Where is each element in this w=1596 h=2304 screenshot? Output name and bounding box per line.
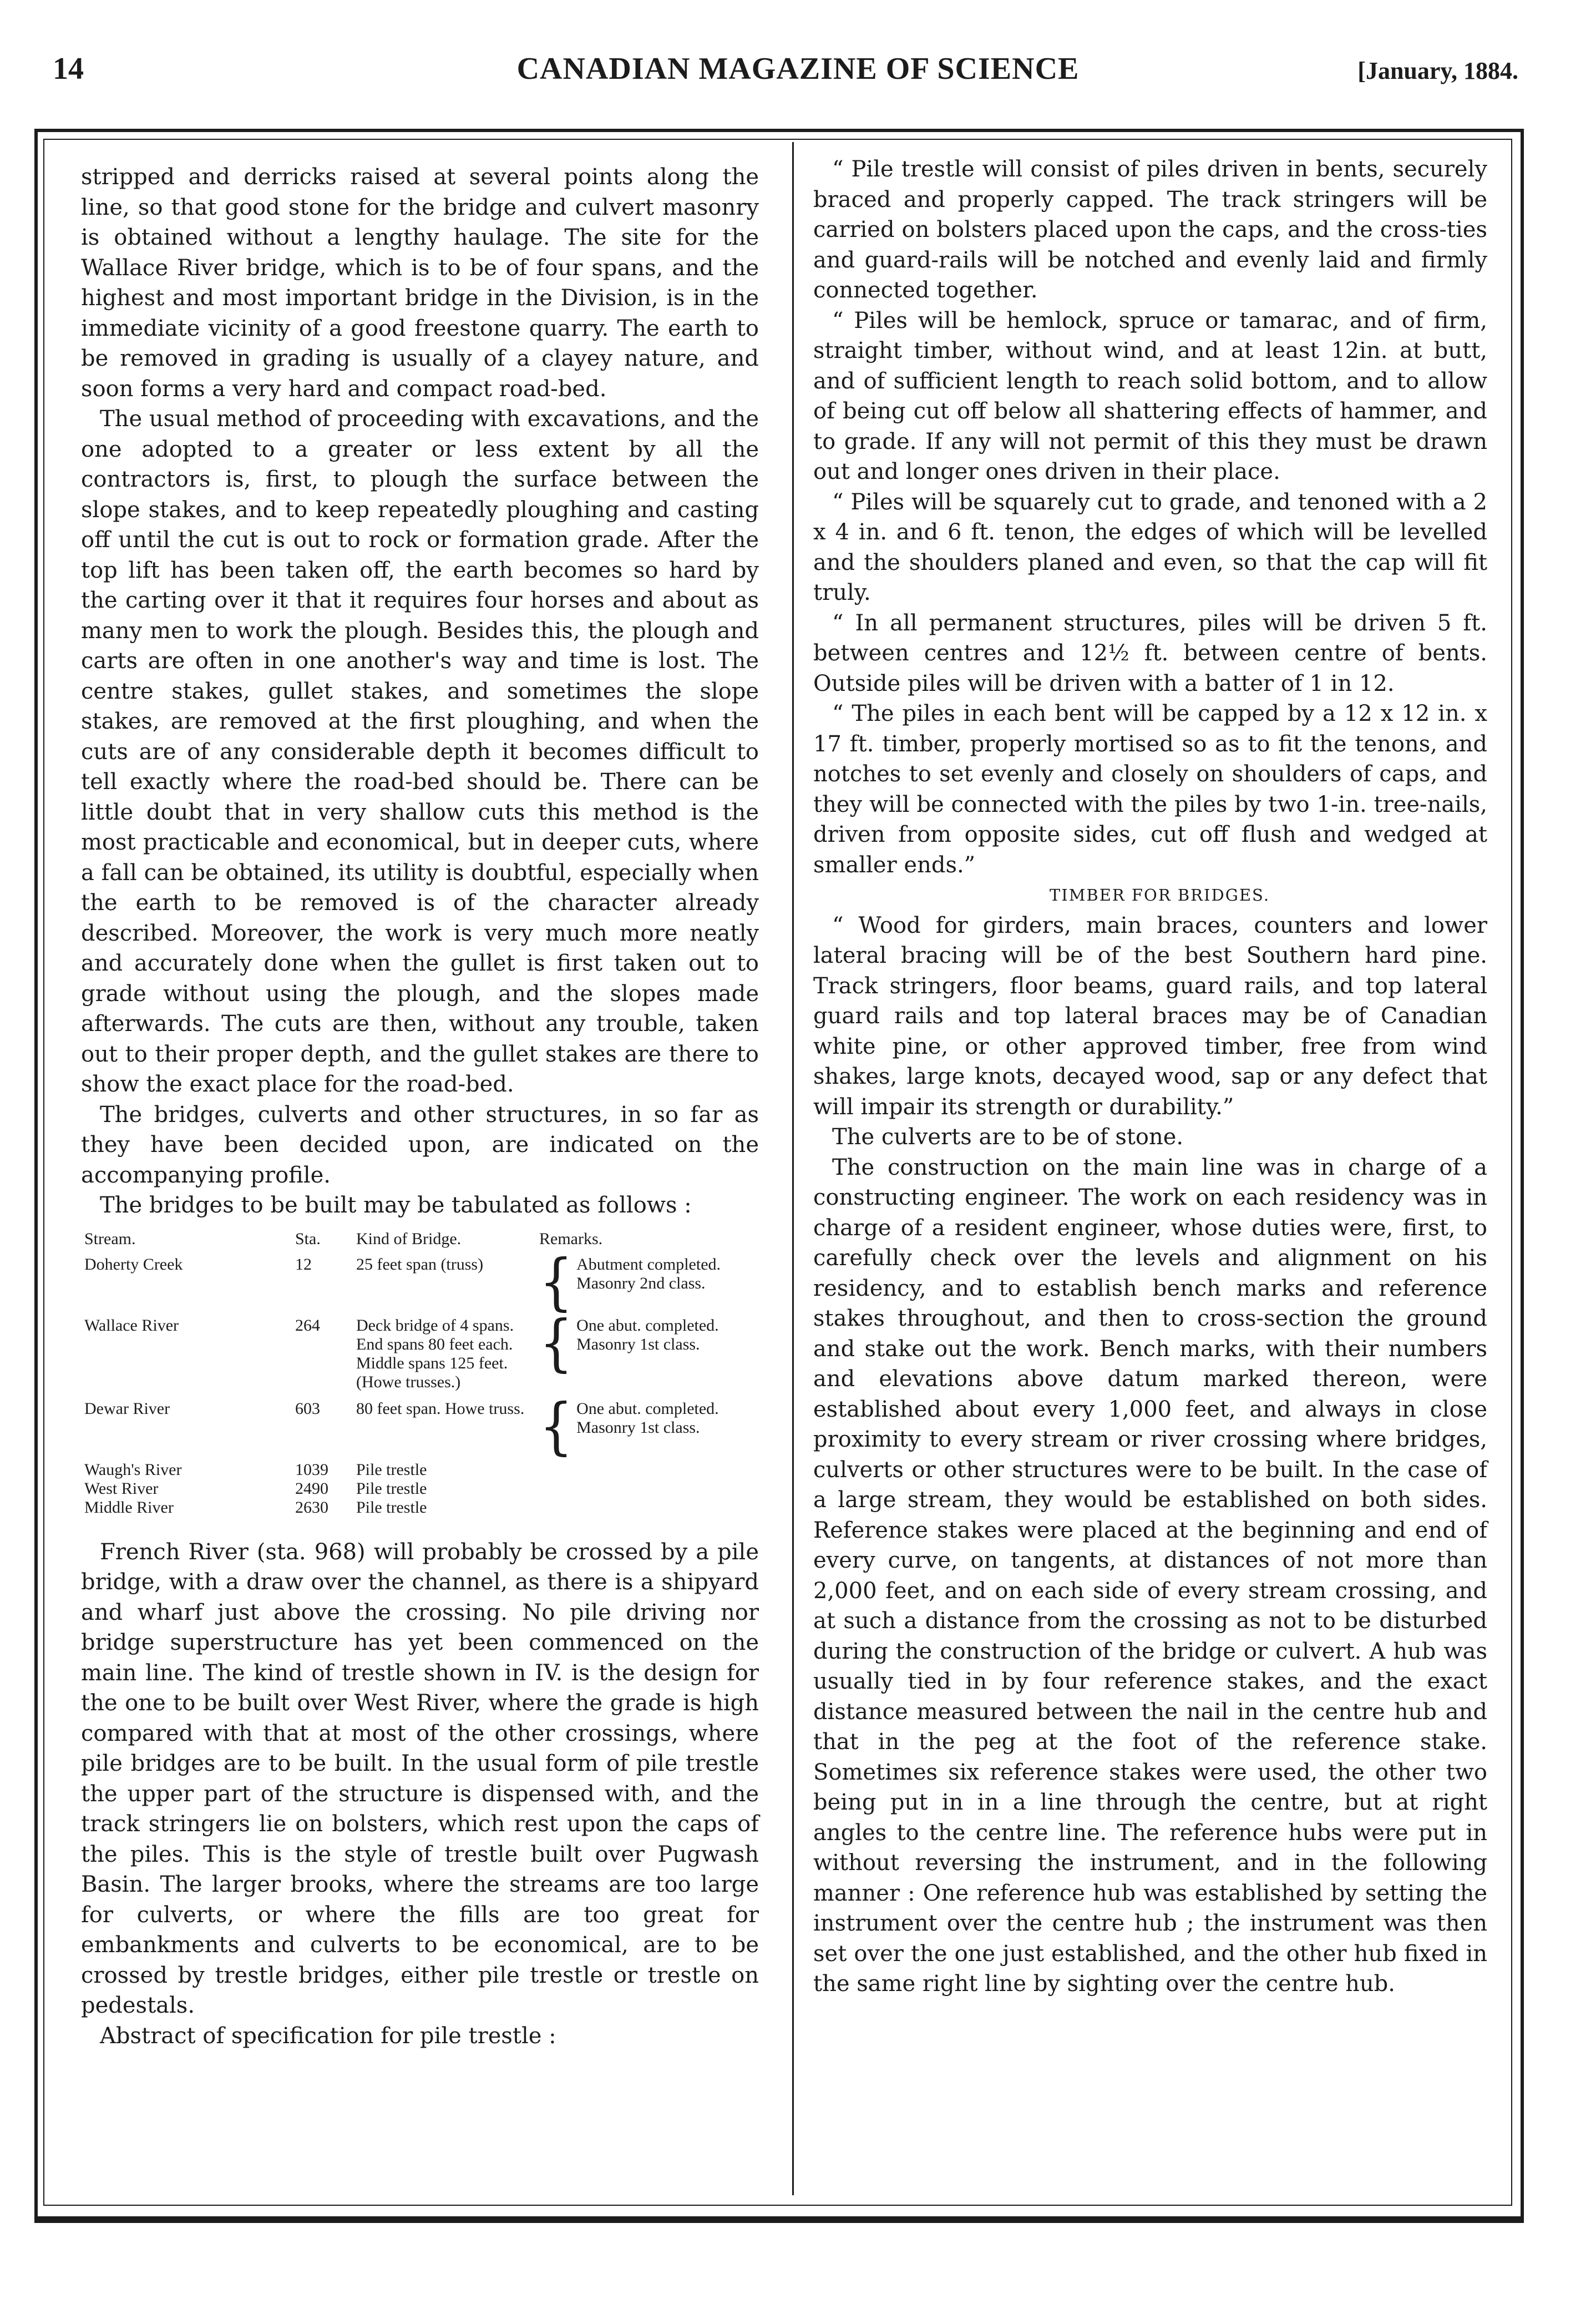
paragraph: stripped and derricks raised at several points along the line, so that good stone for the bridge and culvert masonry is obtained without a lengthy haulage. The site for the Wallace River bridge, which is to be of four spans, and the highest and most important bridge in the Division, is in the immediate vicinity of a good freestone quarry. The earth to be removed in grading is usually of a clayey nature, and soon forms a very hard and compact road-bed. <box>81 164 759 402</box>
cell-remarks <box>539 1307 759 1399</box>
paragraph: “ Wood for girders, main braces, counters and lower lateral bracing will be of the best Southern hard pine. Track stringers, floor beams, guard rails, and top lateral guard rails and top lateral braces may be of Canadian white pine, or other approved timber, free from wind shakes, large knots, decayed wood, sap or any defect that will impair its strength or durability.” <box>813 912 1487 1120</box>
cell-sta: 264 <box>295 1316 320 1335</box>
table-row <box>81 1479 759 1498</box>
left-column <box>81 162 759 2051</box>
cell-kind: 80 feet span. Howe truss. <box>356 1399 525 1418</box>
magazine-title: CANADIAN MAGAZINE OF SCIENCE <box>516 52 1080 86</box>
paragraph: The construction on the main line was in charge of a constructing engineer. The work on each residency was in charge of a resident engineer, whose duties were, first, to carefully check over the levels and alignment on his residency, and to establish bench marks and reference stakes throughout, and then to cross-section the ground and stake out the work. Bench marks, with their numbers and elevations above datum marked thereon, were established about every 1,000 feet, and always in close proximity to every stream or river crossing where bridges, culverts or other structures were to be built. In the case of a large stream, they would be established on both sides. Reference stakes were placed at the beginning and end of every curve, on tangents, at distances of not more than 2,000 feet, and on each side of every stream crossing, and at such a distance from the crossing as not to be disturbed during the construction of the bridge or culvert. A hub was usually tied in by four reference stakes, and the exact distance measured between the nail in the centre hub and that in the peg at the foot of the reference stake. Sometimes six reference stakes were used, the other two being put in in a line through the centre, but at right angles to the centre line. The reference hubs were put in without reversing the instrument, and in the following manner : One reference hub was established by setting the instrument over the centre hub ; the instrument was then set over the one just established, and the other hub fixed in the same right line by sighting over the centre hub. <box>813 1154 1487 1997</box>
cell-stream: Doherty Creek <box>84 1255 183 1274</box>
issue-date: [January, 1884. <box>1357 57 1518 84</box>
remarks-text: One abut. completed. Masonry 1st class. <box>576 1399 719 1437</box>
cell-kind: Pile trestle <box>356 1479 427 1498</box>
cell-stream: Dewar River <box>84 1399 170 1418</box>
brace-glyph: { <box>539 1390 574 1462</box>
table-row <box>81 1255 759 1316</box>
cell-remarks <box>539 1479 759 1498</box>
remarks-text: One abut. completed. Masonry 1st class. <box>576 1316 719 1353</box>
col-header-kind: Kind of Bridge. <box>356 1229 462 1248</box>
table-header-row <box>81 1230 759 1255</box>
right-column <box>813 154 1487 1999</box>
bridges-table <box>81 1230 759 1525</box>
paragraph: Abstract of specification for pile trestle : <box>100 2023 556 2049</box>
cell-sta: 603 <box>295 1399 320 1418</box>
cell-sta: 2490 <box>295 1479 328 1498</box>
cell-sta: 2630 <box>295 1498 328 1517</box>
cell-stream: Wallace River <box>84 1316 179 1335</box>
bottom-rule <box>34 2216 1524 2223</box>
col-header-stream: Stream. <box>84 1229 136 1248</box>
cell-remarks <box>539 1498 759 1525</box>
col-header-remarks: Remarks. <box>539 1229 603 1248</box>
paragraph: The usual method of proceeding with excavations, and the one adopted to a greater or less extent by all the contractors is, first, to plough the surface between the slope stakes, and to keep repeatedly ploughing and casting off until the cut is out to rock or formation grade. After the top lift has been taken off, the earth becomes so hard by the carting over it that it requires four horses and about as many men to work the plough. Besides this, the plough and carts are often in one another's way and time is lost. The centre stakes, gullet stakes, and sometimes the slope stakes, are removed at the first ploughing, and when the cuts are of any considerable depth it becomes difficult to tell exactly where the road-bed should be. There can be little doubt that in very shallow cuts this method is the most practicable and economical, but in deeper cuts, where a fall can be obtained, its utility is doubtful, especially when the earth to be removed is of the character already described. Moreover, the work is very much more neatly and accurately done when the gullet is first taken out to grade without using the plough, and the slopes made afterwards. The cuts are then, without any trouble, taken out to their proper depth, and the gullet stakes are there to show the exact place for the road-bed. <box>81 406 759 1097</box>
cell-kind: Pile trestle <box>356 1498 427 1517</box>
cell-stream: Waugh's River <box>84 1460 182 1479</box>
paragraph: “ The piles in each bent will be capped by a 12 x 12 in. x 17 ft. timber, properly mortised so as to fit the tenons, and notches to set evenly and closely on shoulders of caps, and they will be connected with the piles by two 1-in. tree-nails, driven from opposite sides, cut off flush and wedged at smaller ends.” <box>813 701 1487 878</box>
cell-kind: Deck bridge of 4 spans. End spans 80 feet each. Middle spans 125 feet. (Howe trusses.) <box>356 1316 514 1391</box>
remarks-text: Abutment completed. Masonry 2nd class. <box>576 1255 721 1292</box>
table-row <box>81 1461 759 1479</box>
cell-sta: 1039 <box>295 1460 328 1479</box>
cell-remarks <box>539 1390 759 1462</box>
col-header-sta: Sta. <box>295 1229 321 1248</box>
section-subheading: TIMBER FOR BRIDGES. <box>1049 886 1270 905</box>
table-row <box>81 1316 759 1399</box>
cell-sta: 12 <box>295 1255 312 1274</box>
paragraph: “ Piles will be squarely cut to grade, and tenoned with a 2 x 4 in. and 6 ft. tenon, the edges of which will be levelled and the shoulders planed and even, so that the cap will fit truly. <box>813 489 1487 605</box>
paragraph: “ Piles will be hemlock, spruce or tamarac, and of firm, straight timber, without wind, and at least 12in. at butt, and of sufficient length to reach solid bottom, and to allow of being cut off below all shattering effects of hammer, and to grade. If any will not permit of this they must be drawn out and longer ones driven in their place. <box>813 307 1487 484</box>
brace-glyph: { <box>539 1246 574 1317</box>
cell-kind: Pile trestle <box>356 1460 427 1479</box>
cell-kind: 25 feet span (truss) <box>356 1255 484 1274</box>
column-divider <box>792 142 794 2195</box>
table-row <box>81 1498 759 1525</box>
cell-stream: West River <box>84 1479 159 1498</box>
paragraph: French River (sta. 968) will probably be crossed by a pile bridge, with a draw over the channel, as there is a shipyard and wharf just above the crossing. No pile driving nor bridge superstructure has yet been commenced on the main line. The kind of trestle shown in IV. is the design for the one to be built over West River, where the grade is high compared with that at most of the other crossings, where pile bridges are to be built. In the usual form of pile trestle the upper part of the structure is dispensed with, and the track stringers lie on bolsters, which rest upon the caps of the piles. This is the style of trestle built over Pugwash Basin. The larger brooks, where the streams are too large for culverts, or where the fills are too great for embankments and culverts to be economical, are to be crossed by trestle bridges, either pile trestle or trestle on pedestals. <box>81 1539 759 2018</box>
cell-remarks <box>539 1461 759 1479</box>
paragraph: “ In all permanent structures, piles will be driven 5 ft. between centres and 12½ ft. between centre of bents. Outside piles will be driven with a batter of 1 in 12. <box>813 610 1487 696</box>
page-number: 14 <box>53 52 84 86</box>
cell-stream: Middle River <box>84 1498 174 1517</box>
paragraph: “ Pile trestle will consist of piles driven in bents, securely braced and properly capped. The track stringers will be carried on bolsters placed upon the caps, and the cross-ties and guard-rails will be notched and evenly laid and firmly connected together. <box>813 156 1487 303</box>
paragraph: The bridges to be built may be tabulated as follows : <box>100 1193 692 1218</box>
paragraph: The bridges, culverts and other structures, in so far as they have been decided upon, are indicated on the accompanying profile. <box>81 1102 759 1188</box>
paragraph: The culverts are to be of stone. <box>832 1124 1184 1150</box>
table-row <box>81 1399 759 1461</box>
brace-glyph: { <box>539 1307 574 1378</box>
